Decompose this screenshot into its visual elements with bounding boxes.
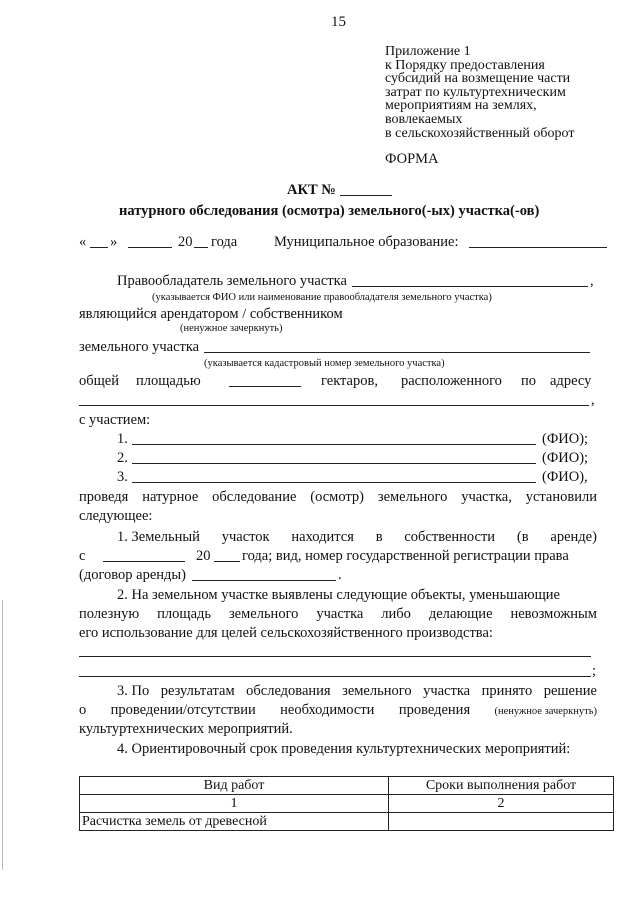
word: результатам — [160, 683, 235, 699]
word: аренде) — [550, 529, 597, 545]
act-subtitle: натурного обследования (осмотра) земельного(-ых) участка(-ов) — [119, 203, 540, 219]
area-field[interactable] — [229, 386, 301, 387]
appendix-line: мероприятиям на землях, — [385, 98, 537, 114]
area-word: по — [521, 373, 537, 389]
word: участка, — [461, 489, 512, 505]
word: (осмотр) — [310, 489, 364, 505]
area-word: общей — [79, 373, 119, 389]
word: невозможным — [510, 606, 597, 622]
word: земельного — [342, 683, 412, 699]
table-cell: 2 — [389, 795, 614, 813]
participant-number: 1. — [117, 431, 128, 447]
date-year-prefix: 20 — [178, 234, 193, 250]
item-2-objects-field[interactable] — [79, 676, 591, 677]
word: обследование — [212, 489, 297, 505]
cadastral-hint: (указывается кадастровый номер земельного участка) — [204, 358, 445, 369]
owner-hint: (указывается ФИО или наименование правообладателя земельного участка) — [152, 292, 492, 303]
owner-field[interactable] — [352, 286, 588, 287]
item-1-year-field[interactable] — [214, 561, 240, 562]
appendix-line: затрат по культуртехническим — [385, 84, 566, 100]
table-header-row — [80, 777, 614, 795]
works-table — [79, 776, 614, 831]
item-1-year: 20 — [196, 548, 211, 564]
owner-comma: , — [590, 273, 594, 289]
cadastral-number-field[interactable] — [204, 352, 590, 353]
word: участка — [423, 683, 471, 699]
item-1-text: года; вид, номер государственной регистрации права — [242, 548, 569, 564]
area-word: площадью — [136, 373, 201, 389]
word: земельного — [228, 606, 299, 622]
appendix-line: Приложение 1 — [385, 44, 471, 59]
inspection-line — [79, 488, 597, 506]
participant-suffix: (ФИО); — [542, 450, 589, 466]
participant-field[interactable] — [132, 463, 536, 464]
owner-role-hint: (ненужное зачеркнуть) — [180, 323, 283, 334]
word: участок — [221, 529, 270, 545]
item-1-date-prefix: с — [79, 548, 86, 564]
table-header: Вид работ — [80, 777, 389, 795]
word: земельного — [377, 489, 448, 505]
appendix-line: к Порядку предоставления — [385, 57, 545, 73]
word: (в — [516, 529, 529, 545]
item-2-objects-field[interactable] — [79, 656, 591, 657]
page-number: 15 — [331, 14, 346, 30]
word: проведя — [79, 489, 129, 505]
participant-number: 2. — [117, 450, 128, 466]
table-cell[interactable]: Расчистка земель от древесной — [80, 813, 389, 831]
word: установили — [525, 489, 597, 505]
item-3-line — [79, 701, 597, 719]
item-2-line: 2. На земельном участке выявлены следующие объекты, уменьшающие — [117, 587, 560, 603]
municipality-field[interactable] — [469, 247, 607, 248]
area-word: гектаров, — [321, 373, 378, 389]
word: площадь — [157, 606, 212, 622]
word: решение — [543, 683, 597, 699]
address-field[interactable] — [79, 405, 589, 406]
word: принято — [481, 683, 533, 699]
participant-number: 3. — [117, 469, 128, 485]
word: либо — [381, 606, 411, 622]
word: проведении/отсутствии — [110, 702, 256, 718]
word: находится — [291, 529, 354, 545]
participant-field[interactable] — [132, 482, 536, 483]
item-3-hint: (ненужное зачеркнуть) — [494, 706, 597, 717]
word: необходимости — [280, 702, 375, 718]
item-1-end: . — [338, 567, 342, 583]
word: проведения — [398, 702, 471, 718]
item-3-line: культуртехнических мероприятий. — [79, 721, 293, 737]
word: о — [79, 702, 87, 718]
item-2-line — [79, 605, 597, 623]
participant-suffix: (ФИО), — [542, 469, 588, 485]
item-2-line: его использование для целей сельскохозяйственного производства: — [79, 625, 493, 641]
table-row — [80, 813, 614, 831]
parcel-label: земельного участка — [79, 339, 200, 355]
participant-suffix: (ФИО); — [542, 431, 589, 447]
table-cell: 1 — [80, 795, 389, 813]
municipality-label: Муниципальное образование: — [274, 234, 459, 250]
appendix-block — [385, 45, 615, 140]
address-comma: , — [591, 392, 595, 408]
appendix-line: субсидий на возмещение части — [385, 71, 571, 87]
word: натурное — [142, 489, 199, 505]
act-number-field[interactable] — [340, 195, 392, 196]
appendix-line: в сельскохозяйственный оборот — [385, 125, 575, 141]
word: обследования — [246, 683, 331, 699]
date-day-field[interactable] — [90, 247, 108, 248]
owner-label: Правообладатель земельного участка — [117, 273, 347, 289]
word: 3. По — [117, 683, 150, 699]
participants-label: с участием: — [79, 412, 151, 428]
item-1-line — [117, 528, 597, 546]
act-number-label: АКТ № — [287, 182, 336, 198]
area-word: адресу — [550, 373, 592, 389]
item-1-lease-field[interactable] — [192, 580, 336, 581]
table-header: Сроки выполнения работ — [389, 777, 614, 795]
table-number-row — [80, 795, 614, 813]
table-cell[interactable] — [389, 813, 614, 831]
area-word: расположенного — [401, 373, 502, 389]
scan-edge — [2, 600, 3, 870]
word: в — [375, 529, 383, 545]
appendix-line: вовлекаемых — [385, 111, 463, 127]
item-4-line: 4. Ориентировочный срок проведения культуртехнических мероприятий: — [117, 741, 571, 757]
word: делающие — [428, 606, 493, 622]
word: собственности — [404, 529, 496, 545]
item-3-line — [117, 682, 597, 700]
date-quote-open: « — [79, 234, 87, 250]
item-2-end: ; — [592, 663, 597, 679]
item-1-date-field[interactable] — [103, 561, 185, 562]
owner-role: являющийся арендатором / собственником — [79, 306, 343, 322]
participant-field[interactable] — [132, 444, 536, 445]
word: участка — [316, 606, 364, 622]
item-1-lease-label: (договор аренды) — [79, 567, 186, 583]
inspection-line: следующее: — [79, 508, 153, 524]
date-year-suffix: года — [211, 234, 238, 250]
date-quote-close: » — [110, 234, 118, 250]
date-month-field[interactable] — [128, 247, 172, 248]
word: полезную — [79, 606, 140, 622]
form-label: ФОРМА — [385, 151, 439, 167]
date-year-field[interactable] — [194, 247, 208, 248]
word: 1. Земельный — [117, 529, 200, 545]
